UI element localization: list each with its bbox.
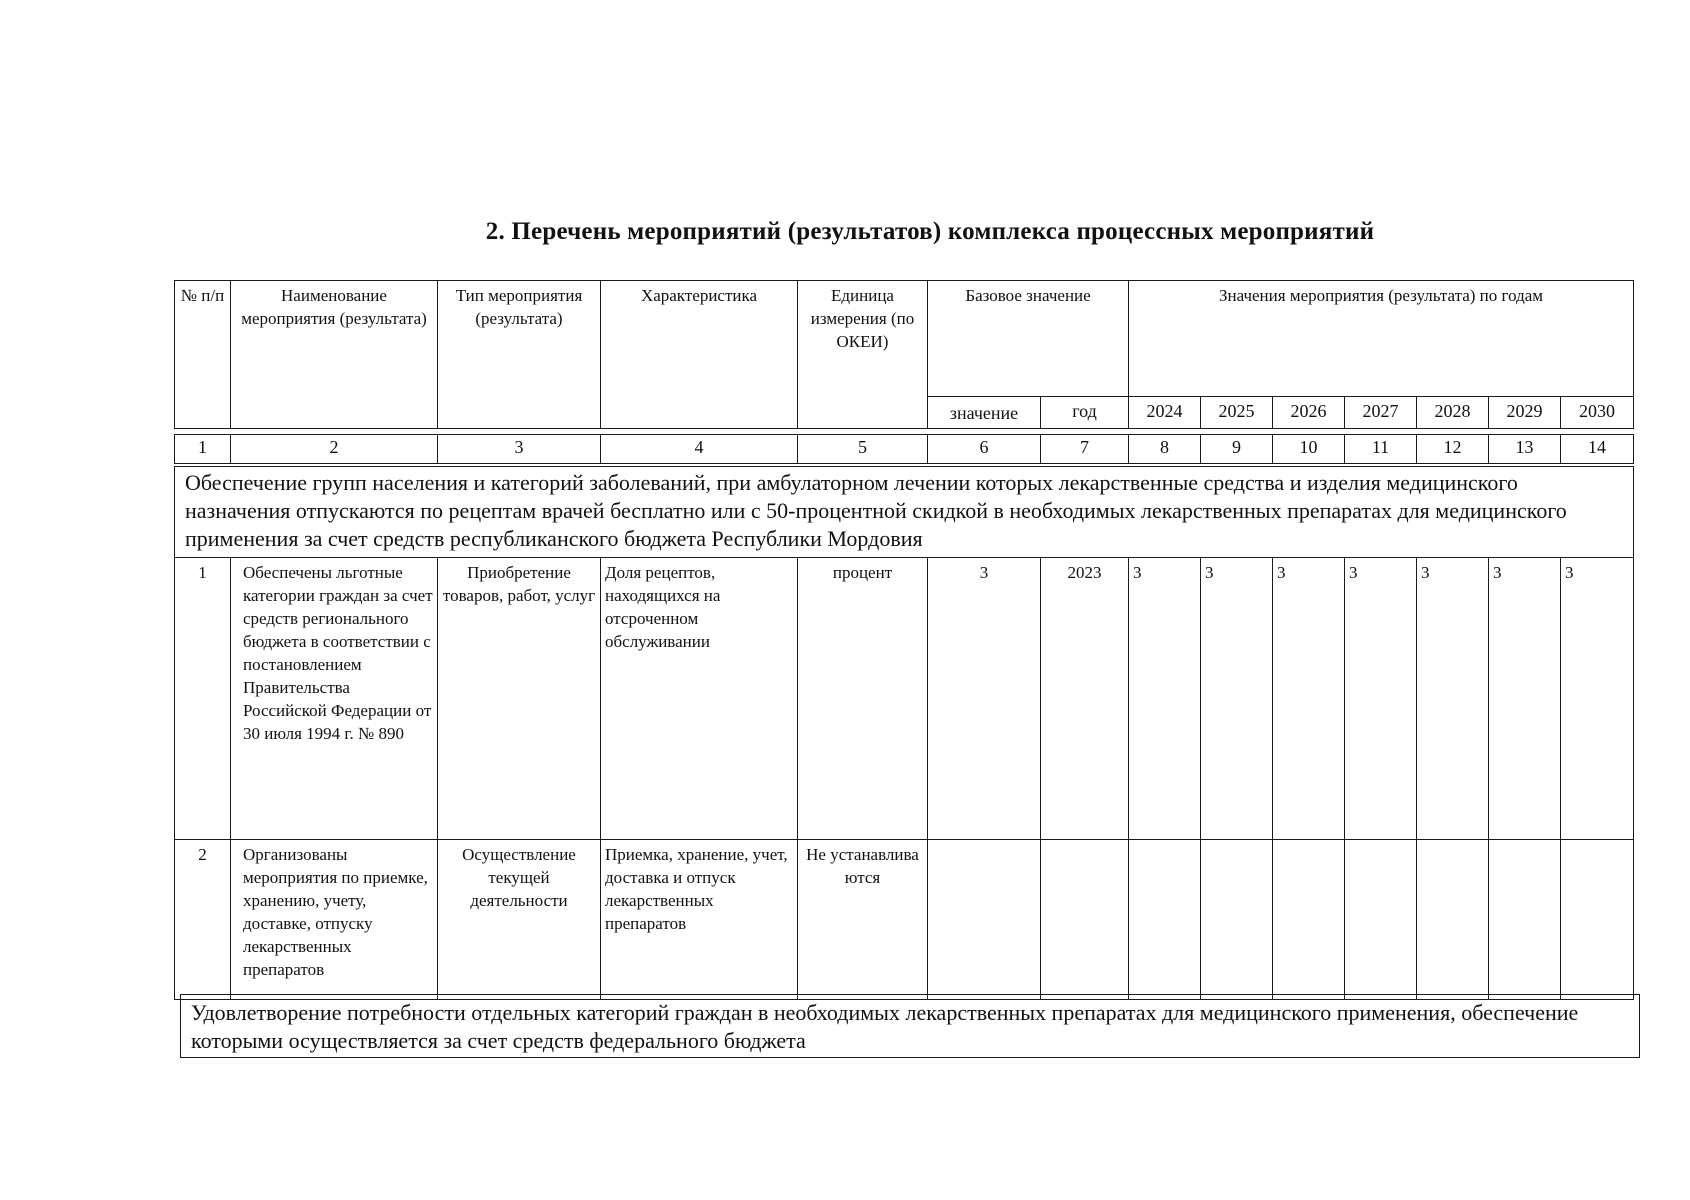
row-year-value: 3 bbox=[1417, 558, 1489, 840]
header-type: Тип мероприятия (результата) bbox=[438, 281, 601, 429]
page-title: 2. Перечень мероприятий (результатов) комплекса процессных мероприятий bbox=[485, 218, 1375, 245]
section-heading: Удовлетворение потребности отдельных категорий граждан в необходимых лекарственных препаратах для медицинского применения, обеспечение которыми осуществляется за счет средств федерального бюджета bbox=[181, 995, 1640, 1058]
column-number: 5 bbox=[798, 435, 928, 464]
federal-section-table bbox=[180, 994, 1640, 1058]
column-number: 7 bbox=[1041, 435, 1129, 464]
header-base-value-sub: значение bbox=[928, 397, 1041, 429]
row-type: Приобретение товаров, работ, услуг bbox=[438, 558, 601, 840]
row-year-value bbox=[1201, 840, 1273, 1000]
table-row bbox=[175, 840, 1634, 1000]
header-year: 2026 bbox=[1273, 397, 1345, 429]
row-year-value: 3 bbox=[1489, 558, 1561, 840]
column-number: 11 bbox=[1345, 435, 1417, 464]
column-numbers-table bbox=[174, 434, 1634, 464]
header-name: Наименование мероприятия (результата) bbox=[231, 281, 438, 429]
row-characteristic: Доля рецептов, находящихся на отсроченном обслуживании bbox=[601, 558, 798, 840]
row-year-value: 3 bbox=[1273, 558, 1345, 840]
header-year: 2028 bbox=[1417, 397, 1489, 429]
row-type: Осуществление текущей деятельности bbox=[438, 840, 601, 1000]
section-heading: Обеспечение групп населения и категорий заболеваний, при амбулаторном лечении которых лекарственные средства и изделия медицинского назначения отпускаются по рецептам врачей бесплатно или с 50-процентной скидкой в необходимых лекарственных препаратах для медицинского применения за счет средств республиканского бюджета Республики Мордовия bbox=[175, 467, 1634, 558]
row-base-year: 2023 bbox=[1041, 558, 1129, 840]
column-number: 1 bbox=[175, 435, 231, 464]
header-year: 2027 bbox=[1345, 397, 1417, 429]
header-unit: Единица измерения (по ОКЕИ) bbox=[798, 281, 928, 429]
activities-table bbox=[174, 466, 1634, 1000]
column-number: 4 bbox=[601, 435, 798, 464]
row-base-value: 3 bbox=[928, 558, 1041, 840]
column-number: 2 bbox=[231, 435, 438, 464]
header-base-value: Базовое значение bbox=[928, 281, 1129, 397]
row-name: Обеспечены льготные категории граждан за счет средств регионального бюджета в соответствии с постановлением Правительства Российской Федерации от 30 июля 1994 г. № 890 bbox=[231, 558, 438, 840]
row-unit: Не устанавлива ются bbox=[798, 840, 928, 1000]
row-base-year bbox=[1041, 840, 1129, 1000]
row-year-value bbox=[1129, 840, 1201, 1000]
column-number: 10 bbox=[1273, 435, 1345, 464]
header-year: 2024 bbox=[1129, 397, 1201, 429]
row-year-value: 3 bbox=[1561, 558, 1634, 840]
header-year: 2030 bbox=[1561, 397, 1634, 429]
column-number: 12 bbox=[1417, 435, 1489, 464]
header-year: 2025 bbox=[1201, 397, 1273, 429]
column-number: 3 bbox=[438, 435, 601, 464]
header-base-year-sub: год bbox=[1041, 397, 1129, 429]
column-number: 8 bbox=[1129, 435, 1201, 464]
row-year-value bbox=[1345, 840, 1417, 1000]
header-num: № п/п bbox=[175, 281, 231, 429]
row-year-value: 3 bbox=[1345, 558, 1417, 840]
row-year-value bbox=[1489, 840, 1561, 1000]
header-characteristic: Характеристика bbox=[601, 281, 798, 429]
row-name: Организованы мероприятия по приемке, хранению, учету, доставке, отпуску лекарственных препаратов bbox=[231, 840, 438, 1000]
column-number: 14 bbox=[1561, 435, 1634, 464]
row-year-value: 3 bbox=[1201, 558, 1273, 840]
row-num: 2 bbox=[175, 840, 231, 1000]
column-number: 13 bbox=[1489, 435, 1561, 464]
row-year-value bbox=[1417, 840, 1489, 1000]
header-values-by-year: Значения мероприятия (результата) по годам bbox=[1129, 281, 1634, 397]
row-characteristic: Приемка, хранение, учет, доставка и отпуск лекарственных препаратов bbox=[601, 840, 798, 1000]
row-unit: процент bbox=[798, 558, 928, 840]
table-row bbox=[175, 558, 1634, 840]
column-number: 9 bbox=[1201, 435, 1273, 464]
row-base-value bbox=[928, 840, 1041, 1000]
row-year-value bbox=[1561, 840, 1634, 1000]
header-table bbox=[174, 280, 1634, 429]
row-num: 1 bbox=[175, 558, 231, 840]
column-number: 6 bbox=[928, 435, 1041, 464]
header-year: 2029 bbox=[1489, 397, 1561, 429]
row-year-value bbox=[1273, 840, 1345, 1000]
row-year-value: 3 bbox=[1129, 558, 1201, 840]
